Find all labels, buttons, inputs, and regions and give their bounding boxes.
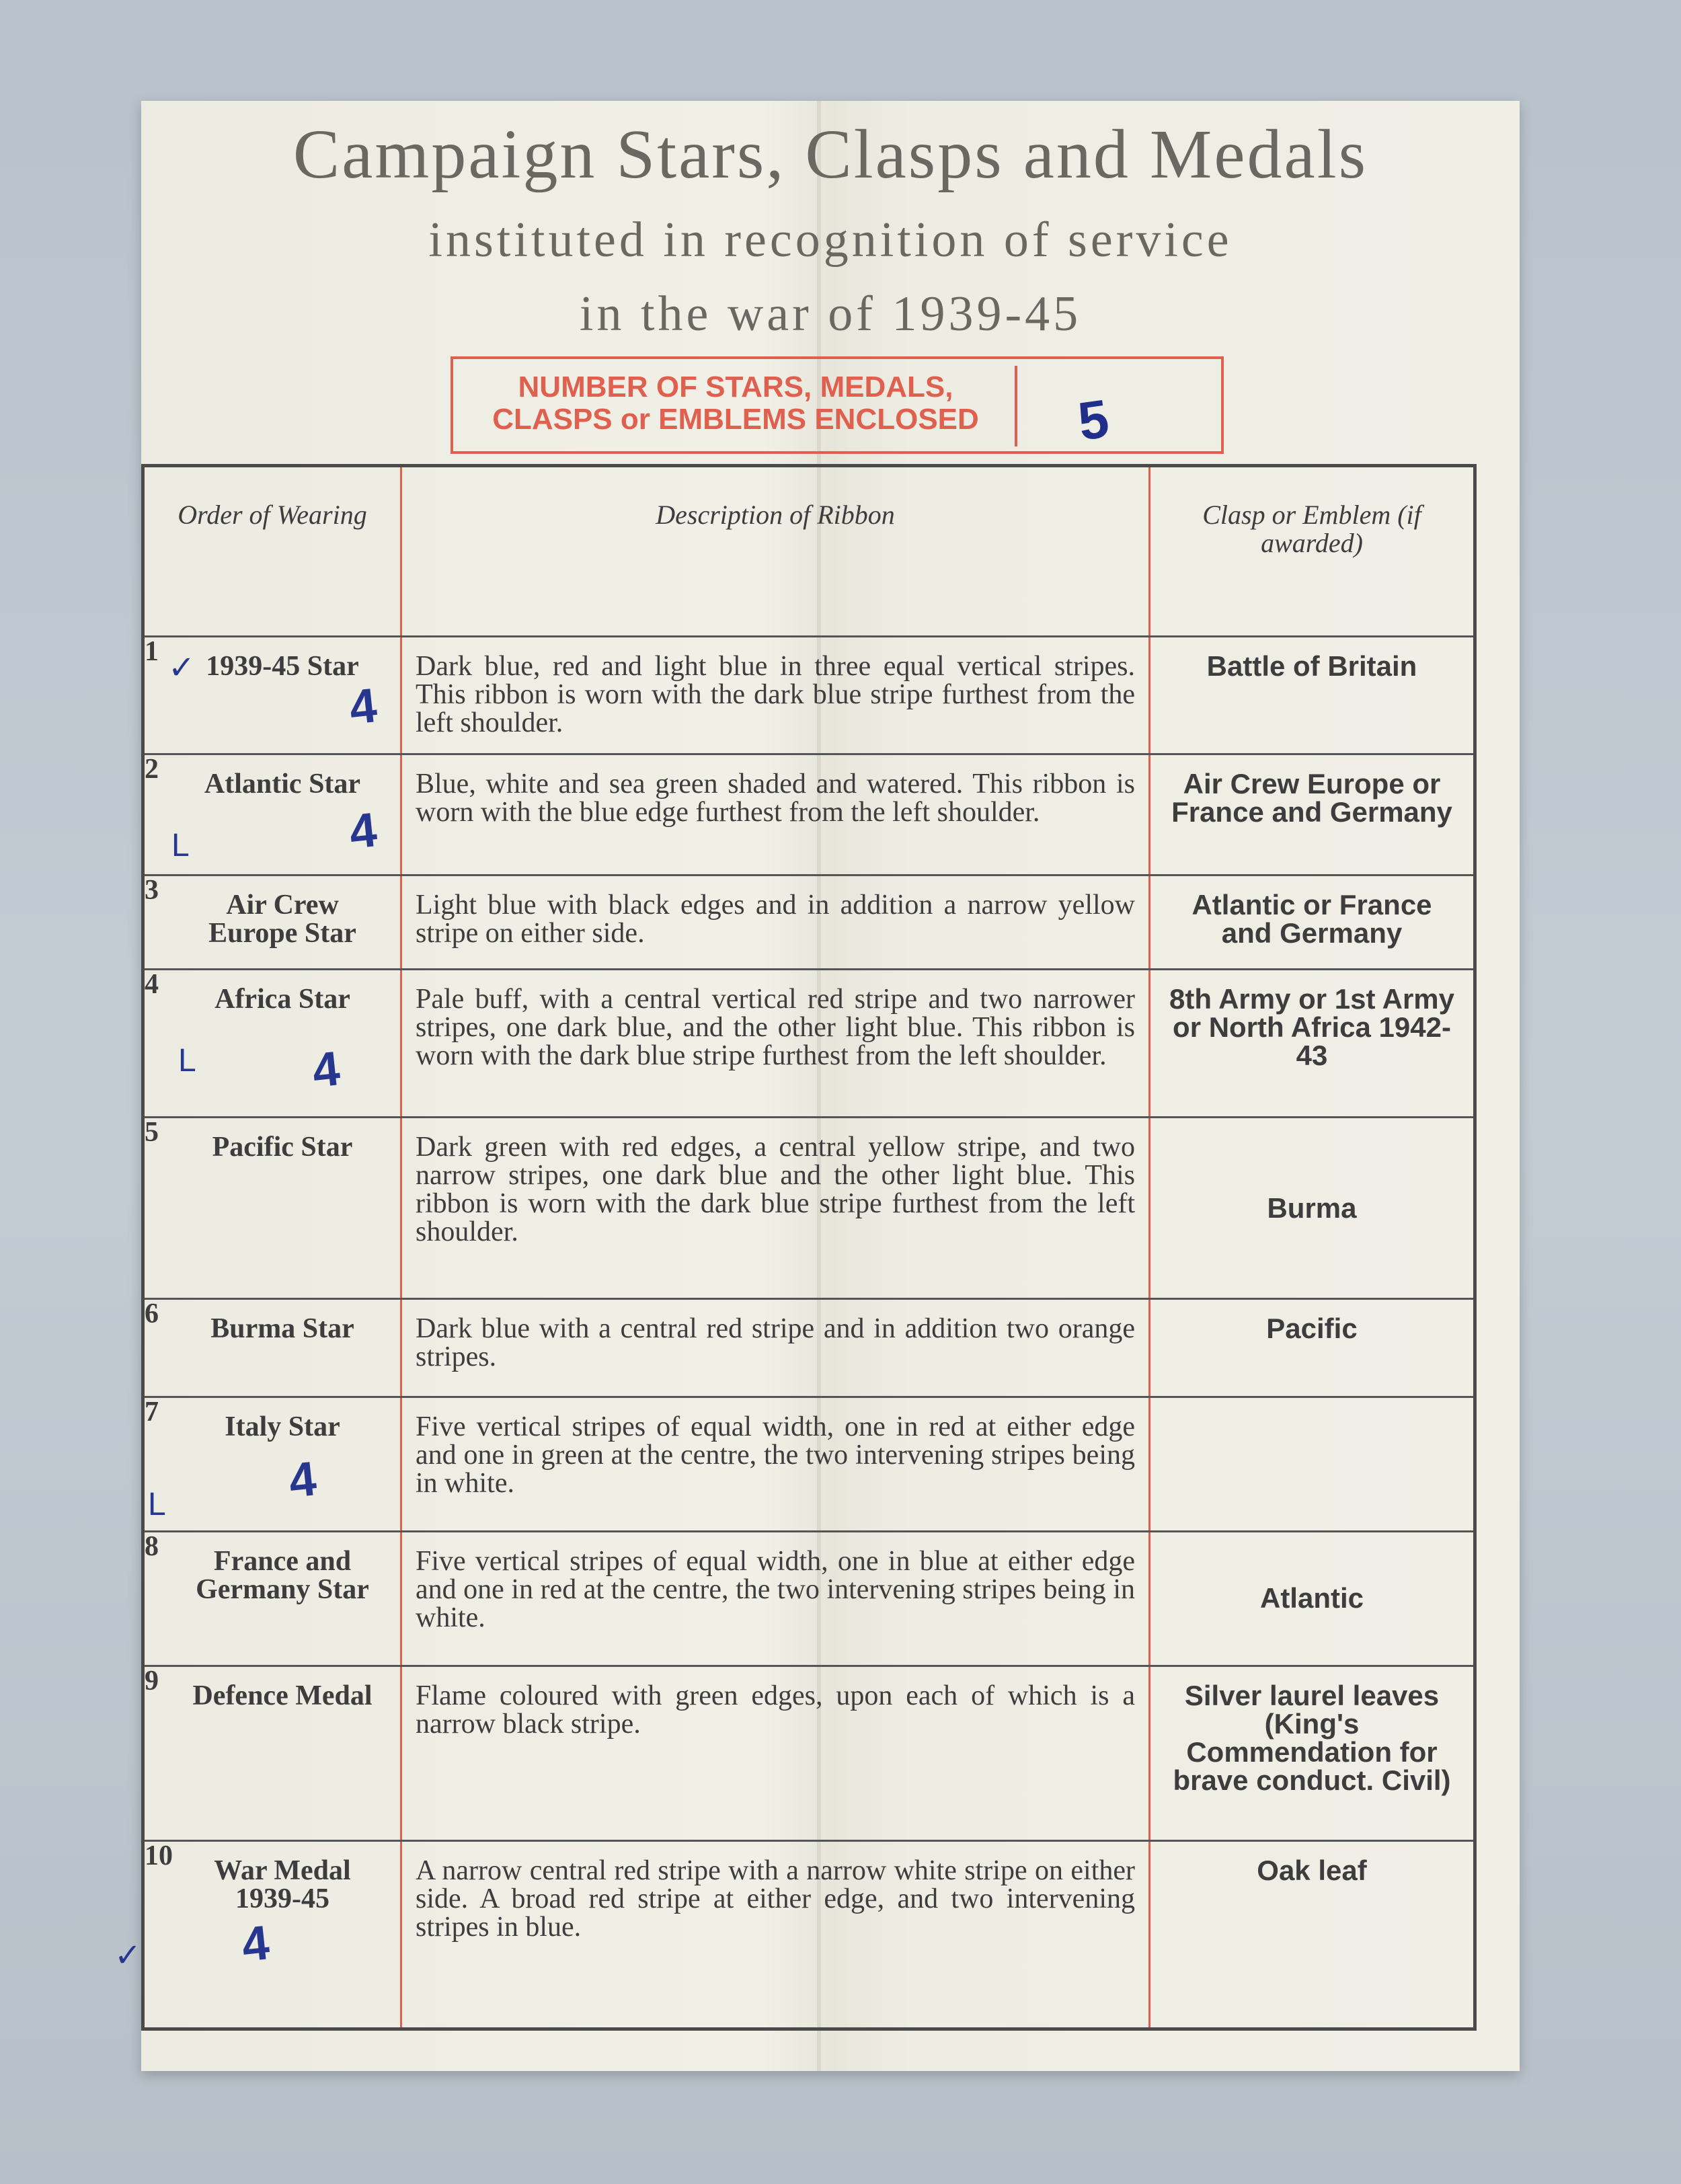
medal-name: Air Crew Europe Star xyxy=(208,890,356,949)
handwritten-tick-row10: ✓ xyxy=(114,1938,142,1974)
medal-name: Italy Star xyxy=(225,1411,340,1442)
order-number: 6 xyxy=(145,1298,159,1330)
ribbon-description: Flame coloured with green edges, upon each of which is a narrow black stripe. xyxy=(401,1666,1150,1840)
medal-name: Africa Star xyxy=(214,984,350,1015)
clasp-emblem xyxy=(1150,1397,1475,1531)
handwritten-tick-row2: L xyxy=(171,828,190,863)
header-description: Description of Ribbon xyxy=(401,466,1150,637)
enclosed-count-box xyxy=(451,356,1224,454)
clasp-emblem: Silver laurel leaves (King's Commendation for brave conduct. Civil) xyxy=(1150,1666,1475,1840)
order-number: 7 xyxy=(145,1396,159,1428)
ribbon-description: Five vertical stripes of equal width, one in red at either edge and one in green at the centre, the two intervening stripes being in white. xyxy=(401,1397,1150,1531)
table-row xyxy=(143,875,1475,970)
ribbon-description: Light blue with black edges and in addition a narrow yellow stripe on either side. xyxy=(401,875,1150,970)
table-row xyxy=(143,1840,1475,2029)
ribbon-description: Pale buff, with a central vertical red stripe and two narrower stripes, one dark blue, and the other light blue. This ribbon is worn with the dark blue stripe furthest from the left shoulder. xyxy=(401,970,1150,1118)
table-row xyxy=(143,1531,1475,1666)
order-number: 9 xyxy=(145,1665,159,1696)
ribbon-description: Five vertical stripes of equal width, one in blue at either edge and one in red at the centre, the two intervening stripes being in white. xyxy=(401,1531,1150,1666)
ribbon-description: Blue, white and sea green shaded and watered. This ribbon is worn with the blue edge furthest from the left shoulder. xyxy=(401,754,1150,875)
medal-name: Burma Star xyxy=(210,1313,354,1345)
order-cell xyxy=(143,875,401,970)
handwritten-tick-row1: ✓ xyxy=(168,650,196,686)
enclosed-count-label: NUMBER OF STARS, MEDALS, CLASPS or EMBLEMS ENCLOSED xyxy=(492,370,979,436)
order-number: 2 xyxy=(145,754,159,785)
medal-name: Defence Medal xyxy=(192,1680,373,1711)
table-row xyxy=(143,754,1475,875)
order-number: 4 xyxy=(145,969,159,1001)
handwritten-tick-row4: L xyxy=(178,1043,196,1079)
enclosed-box-divider xyxy=(1015,366,1017,446)
clasp-emblem: Atlantic or France and Germany xyxy=(1150,875,1475,970)
clasp-emblem: Oak leaf xyxy=(1150,1840,1475,2029)
enclosed-count-value: 5 xyxy=(1074,388,1113,452)
order-number: 10 xyxy=(145,1840,173,1871)
order-cell xyxy=(143,1666,401,1840)
medal-name: Atlantic Star xyxy=(204,769,361,800)
clasp-emblem: Atlantic xyxy=(1150,1531,1475,1666)
table-row xyxy=(143,970,1475,1118)
table-row xyxy=(143,1666,1475,1840)
table-header-row xyxy=(143,466,1475,637)
handwritten-mark-row2: 4 xyxy=(346,803,380,859)
handwritten-mark-row10: 4 xyxy=(239,1916,272,1972)
order-number: 8 xyxy=(145,1530,159,1562)
medal-name: War Medal 1939-45 xyxy=(214,1855,351,1914)
ribbon-description: Dark blue, red and light blue in three equal vertical stripes. This ribbon is worn with the dark blue stripe furthest from the left shoulder. xyxy=(401,637,1150,754)
header-clasp: Clasp or Emblem (if awarded) xyxy=(1150,466,1475,637)
table-row xyxy=(143,1299,1475,1397)
clasp-emblem: 8th Army or 1st Army or North Africa 1942-43 xyxy=(1150,970,1475,1118)
order-number: 1 xyxy=(145,636,159,667)
ribbon-description: Dark blue with a central red stripe and in addition two orange stripes. xyxy=(401,1299,1150,1397)
medal-name: Pacific Star xyxy=(212,1132,353,1163)
order-cell xyxy=(143,1299,401,1397)
clasp-emblem: Battle of Britain xyxy=(1150,637,1475,754)
document-sheet xyxy=(114,101,1520,2071)
medal-name: France and Germany Star xyxy=(196,1545,369,1605)
handwritten-mark-row4: 4 xyxy=(309,1042,343,1098)
table-row xyxy=(143,1397,1475,1531)
document-subtitle-line1: instituted in recognition of service xyxy=(428,212,1233,268)
clasp-emblem: Pacific xyxy=(1150,1299,1475,1397)
handwritten-mark-row7: 4 xyxy=(286,1452,319,1508)
document-subtitle-line2: in the war of 1939-45 xyxy=(579,286,1082,342)
handwritten-tick-row7: L xyxy=(148,1487,166,1522)
table-row xyxy=(143,1118,1475,1299)
ribbon-description: Dark green with red edges, a central yellow stripe, and two narrow stripes, one dark blue and the other light blue. This ribbon is worn with the dark blue stripe furthest from the left shoulder. xyxy=(401,1118,1150,1299)
medal-name: 1939-45 Star xyxy=(206,651,359,682)
handwritten-mark-row1: 4 xyxy=(346,678,380,735)
clasp-emblem: Burma xyxy=(1150,1118,1475,1299)
clasp-emblem: Air Crew Europe or France and Germany xyxy=(1150,754,1475,875)
order-cell xyxy=(143,1397,401,1531)
medals-table xyxy=(141,464,1477,2031)
table-row xyxy=(143,637,1475,754)
ribbon-description: A narrow central red stripe with a narrow white stripe on either side. A broad red stripe at either edge, and two intervening stripes in blue. xyxy=(401,1840,1150,2029)
order-number: 5 xyxy=(145,1117,159,1148)
order-cell xyxy=(143,1840,401,2029)
document-title: Campaign Stars, Clasps and Medals xyxy=(292,116,1368,193)
order-cell xyxy=(143,1531,401,1666)
order-number: 3 xyxy=(145,875,159,906)
order-cell xyxy=(143,1118,401,1299)
header-order: Order of Wearing xyxy=(143,466,401,637)
